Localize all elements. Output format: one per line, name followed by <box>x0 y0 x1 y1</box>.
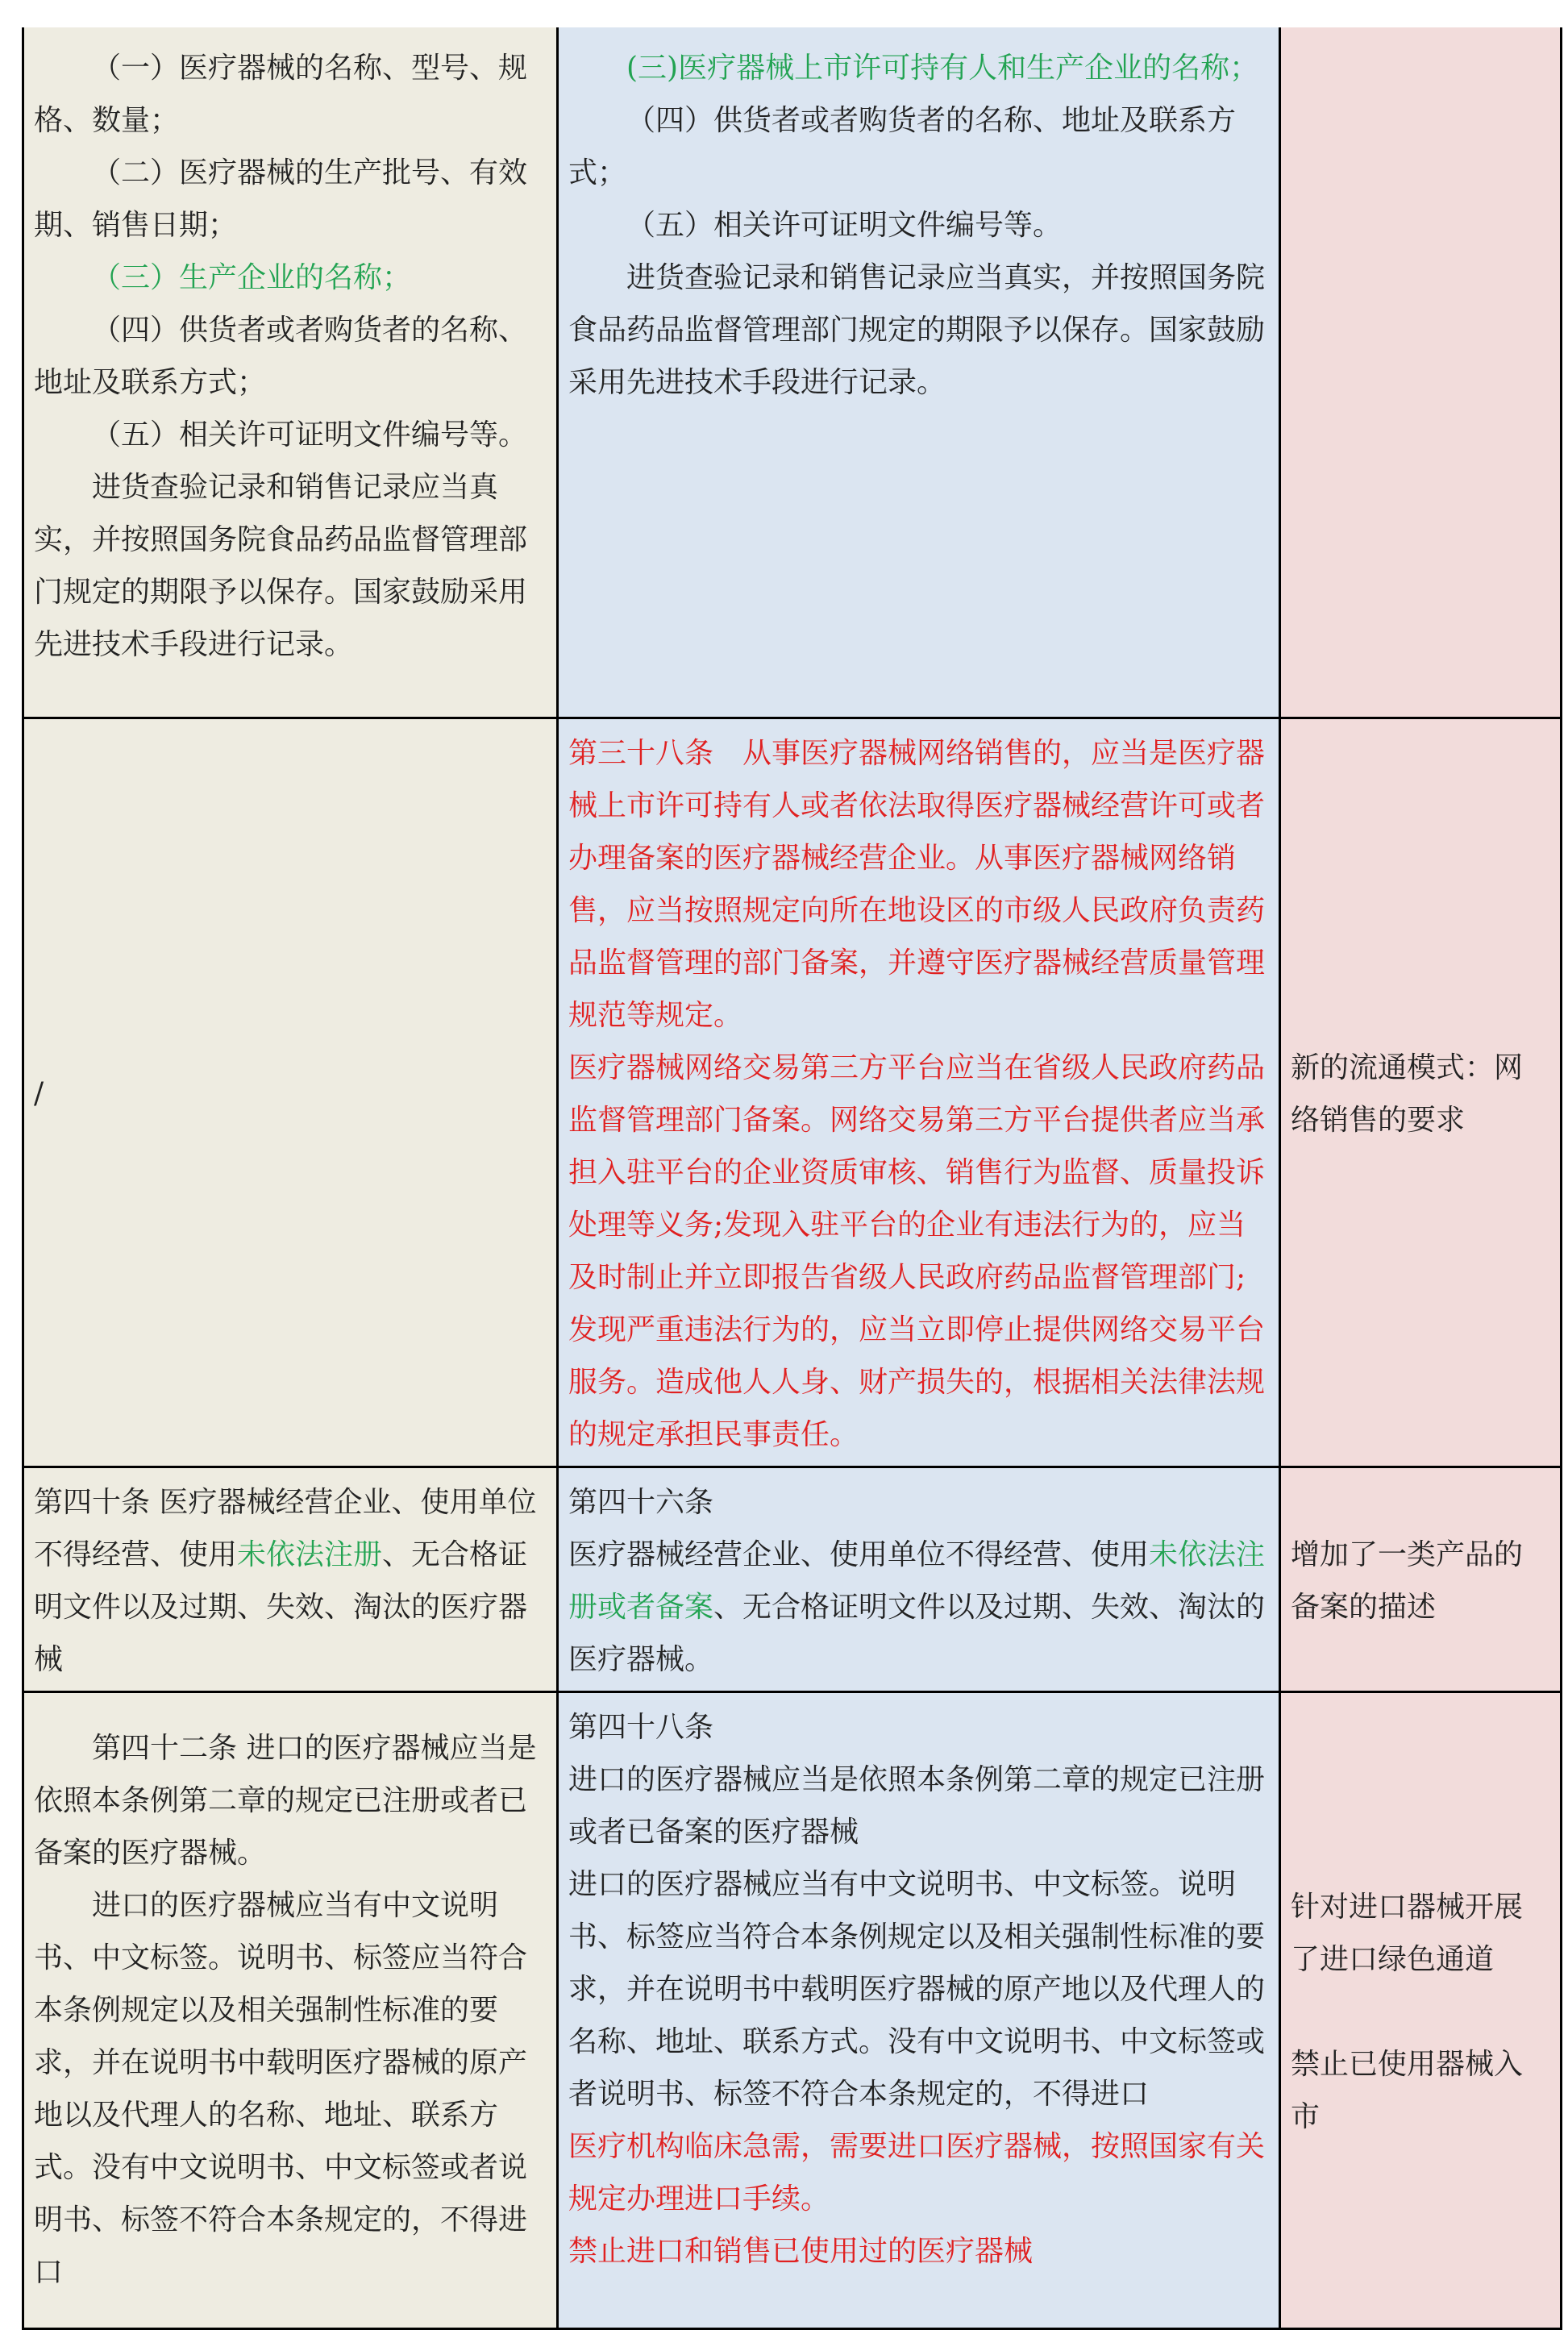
table-row <box>23 1691 1562 2328</box>
change-note-cell <box>1280 718 1562 1467</box>
old-item-4: （四）供货者或者购货者的名称、地址及联系方式； <box>34 314 528 399</box>
new-article-46-heading: 第四十六条 <box>568 1485 714 1519</box>
old-item-5: （五）相关许可证明文件编号等。 <box>92 418 528 451</box>
new-article-46 <box>568 1529 1269 1686</box>
new-regulation-cell <box>558 1691 1280 2328</box>
old-item-1: （一）医疗器械的名称、型号、规格、数量； <box>34 52 528 137</box>
new-article-46-text-b: 、无合格证明文件以及过期、失效、淘汰的医疗器械。 <box>568 1590 1266 1676</box>
new-item-4: （四）供货者或者购货者的名称、地址及联系方式； <box>568 104 1237 189</box>
new-article-48-para-3: 医疗机构临床急需，需要进口医疗器械，按照国家有关规定办理进口手续。 <box>568 2129 1266 2216</box>
new-article-48-heading: 第四十八条 <box>568 1710 714 1744</box>
new-record-paragraph: 进货查验记录和销售记录应当真实，并按照国务院食品药品监督管理部门规定的期限予以保存。国家鼓励采用先进技术手段进行记录。 <box>568 261 1266 399</box>
old-record-paragraph: 进货查验记录和销售记录应当真实，并按照国务院食品药品监督管理部门规定的期限予以保存。国家鼓励采用先进技术手段进行记录。 <box>34 471 528 661</box>
table-row <box>23 1467 1562 1691</box>
new-article-46-highlight: 未依法注册或者备案 <box>568 1537 1266 1624</box>
new-regulation-cell <box>558 718 1280 1467</box>
table-row <box>23 27 1562 718</box>
change-note: 增加了一类产品的备案的描述 <box>1291 1537 1524 1624</box>
old-regulation-cell <box>23 1467 558 1691</box>
change-note-cell <box>1280 1467 1562 1691</box>
change-note-cell <box>1280 1691 1562 2328</box>
new-article-48-para-4: 禁止进口和销售已使用过的医疗器械 <box>568 2234 1034 2268</box>
old-article-42-para-1: 第四十二条 进口的医疗器械应当是依照本条例第二章的规定已注册或者已备案的医疗器械。 <box>34 1731 537 1870</box>
new-article-48-para-2: 进口的医疗器械应当有中文说明书、中文标签。说明书、标签应当符合本条例规定以及相关强制性标准的要求，并在说明书中载明医疗器械的原产地以及代理人的名称、地址、联系方式。没有中文说明书、中文标签或者说明书、标签不符合本条规定的，不得进口 <box>568 1867 1266 2111</box>
new-article-38-para-2: 医疗器械网络交易第三方平台应当在省级人民政府药品监督管理部门备案。网络交易第三方平台提供者应当承担入驻平台的企业资质审核、销售行为监督、质量投诉处理等义务;发现入驻平台的企业有违法行为的，应当及时制止并立即报告省级人民政府药品监督管理部门;发现严重违法行为的，应当立即停止提供网络交易平台服务。造成他人人身、财产损失的，根据相关法律法规的规定承担民事责任。 <box>568 1051 1266 1451</box>
change-note-cell <box>1280 27 1562 718</box>
old-regulation-cell <box>23 718 558 1467</box>
old-regulation-cell <box>23 27 558 718</box>
old-article-42-para-2: 进口的医疗器械应当有中文说明书、中文标签。说明书、标签应当符合本条例规定以及相关强制性标准的要求，并在说明书中载明医疗器械的原产地以及代理人的名称、地址、联系方式。没有中文说明书、中文标签或者说明书、标签不符合本条规定的，不得进口 <box>34 1888 528 2289</box>
change-note: 新的流通模式：网络销售的要求 <box>1291 1051 1524 1137</box>
old-item-2: （二）医疗器械的生产批号、有效期、销售日期； <box>34 156 528 242</box>
old-article-40-text-b: 、无合格证明文件以及过期、失效、淘汰的医疗器械 <box>34 1537 528 1676</box>
new-article-48-para-1: 进口的医疗器械应当是依照本条例第二章的规定已注册或者已备案的医疗器械 <box>568 1762 1266 1849</box>
old-regulation-cell <box>23 1691 558 2328</box>
new-item-3-changed: (三)医疗器械上市许可持有人和生产企业的名称； <box>626 52 1259 85</box>
change-note-2: 禁止已使用器械入市 <box>1291 2047 1524 2133</box>
note-gap <box>1291 1986 1550 2038</box>
change-note-1: 针对进口器械开展了进口绿色通道 <box>1291 1890 1524 1976</box>
new-article-38-para-1: 第三十八条 从事医疗器械网络销售的，应当是医疗器械上市许可持有人或者依法取得医疗器械经营许可或者办理备案的医疗器械经营企业。从事医疗器械网络销售，应当按照规定向所在地设区的市级人民政府负责药品监督管理的部门备案，并遵守医疗器械经营质量管理规范等规定。 <box>568 736 1266 1032</box>
old-article-40-highlight: 未依法注册 <box>237 1537 383 1571</box>
new-regulation-cell <box>558 27 1280 718</box>
old-article-40 <box>34 1476 547 1686</box>
regulation-comparison-table <box>22 27 1562 2330</box>
new-regulation-cell <box>558 1467 1280 1691</box>
old-article-40-text-a: 第四十条 医疗器械经营企业、使用单位不得经营、使用 <box>34 1485 537 1571</box>
old-none-marker: / <box>34 1077 44 1110</box>
new-article-46-text-a: 医疗器械经营企业、使用单位不得经营、使用 <box>568 1537 1150 1571</box>
old-item-3-changed: （三）生产企业的名称； <box>92 261 412 294</box>
new-item-5: （五）相关许可证明文件编号等。 <box>626 209 1063 242</box>
table-row <box>23 718 1562 1467</box>
